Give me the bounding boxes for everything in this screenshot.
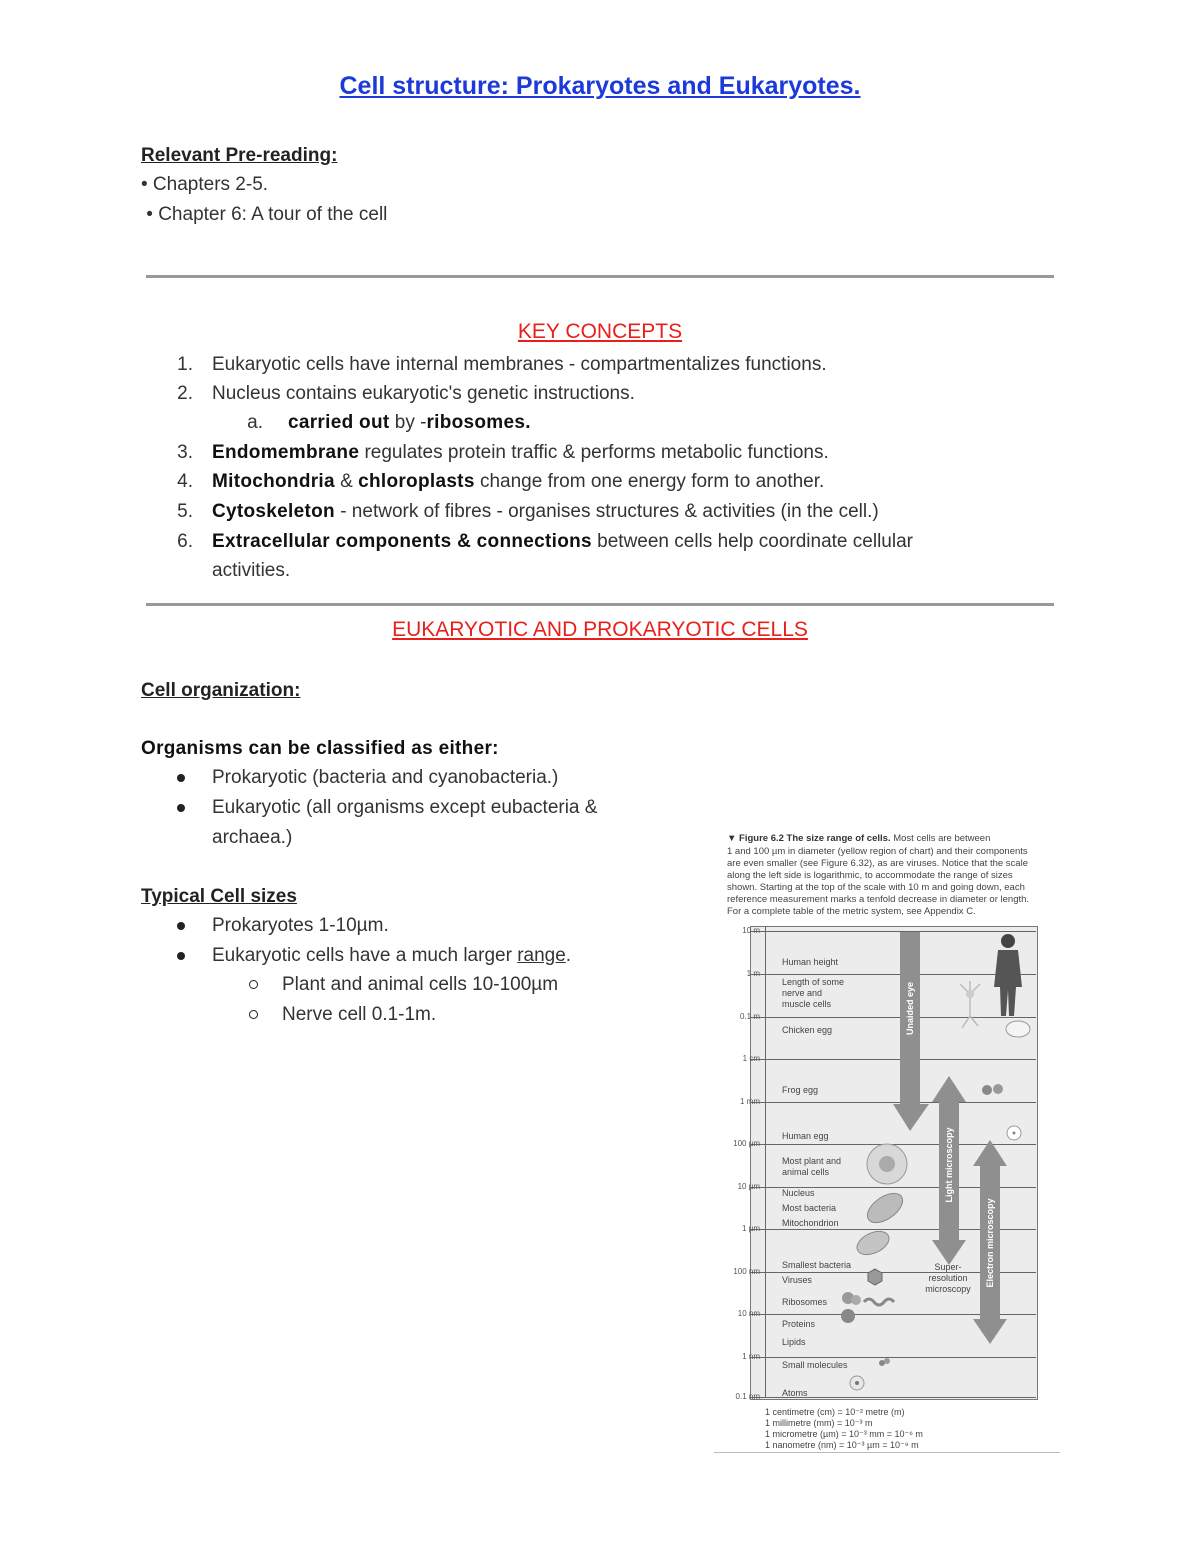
ribosome-protein-icon [836,1288,896,1324]
mitochondrion-icon [853,1228,893,1258]
scale-gridline [750,1357,1036,1358]
bullet [177,804,185,812]
figure-caption-line: shown. Starting at the top of the scale with 10 m and going down, each [727,882,1025,893]
scale-row-label: nerve and [782,988,823,998]
scale-row-label: Atoms [782,1388,808,1398]
cell-organization-label: Cell organization: [141,680,301,701]
scale-tick-label: 1 nm [742,1352,760,1361]
list-number: 6. [177,531,193,552]
prereading-item: • Chapters 2-5. [141,174,269,195]
scale-row-label: Nucleus [782,1188,815,1198]
bacterium-icon [860,1188,910,1228]
figure-caption-line: 1 and 100 µm in diameter (yellow region of chart) and their components [727,846,1028,857]
scale-row-label: Chicken egg [782,1025,833,1035]
super-res-label: Super- [934,1262,962,1272]
virus-icon [866,1268,884,1286]
text-span: & [334,471,359,492]
scale-row-label: muscle cells [782,999,832,1009]
text-span: by - [389,412,427,433]
bold-term: Cytoskeleton [212,501,335,522]
scale-row-label: Most bacteria [782,1203,837,1213]
figure-caption-line: are even smaller (see Figure 6.32), as are viruses. Notice that the scale [727,858,1028,869]
scale-tick-label: 10 µm [737,1182,760,1191]
divider [146,275,1054,278]
figure-caption-title: ▼ Figure 6.2 The size range of cells. [727,833,891,844]
list-item [212,442,829,464]
arrow-label: Electron microscopy [985,1198,995,1288]
figure-caption-line: Most cells are between [890,833,991,844]
cell-sizes-label: Typical Cell sizes [141,886,297,907]
underlined-word: range [517,945,566,966]
list-number: 1. [177,354,193,375]
arrow-label: Unaided eye [905,981,915,1035]
scale-tick-label: 1 µm [742,1224,760,1233]
human-figure-icon [990,932,1034,1017]
list-item [212,471,824,493]
scale-tick-label: 1 cm [742,1054,760,1063]
sub-bullet [249,1010,258,1019]
bold-term: Mitochondria [212,471,335,492]
unit-footnote: 1 nanometre (nm) = 10⁻³ µm = 10⁻⁹ m [765,1440,919,1450]
arrow-head [973,1140,1007,1166]
figure-caption [727,833,990,846]
scale-row-label: animal cells [782,1167,830,1177]
text-span: between cells help coordinate cellular [591,531,913,552]
list-number: a. [247,412,263,433]
key-concepts-heading: KEY CONCEPTS [517,320,683,343]
list-number: 3. [177,442,193,463]
human-egg-icon [1005,1124,1023,1142]
super-res-label: resolution [928,1273,968,1283]
arrow-head [893,1104,929,1131]
scale-row-label: Most plant and [782,1156,842,1166]
divider [146,603,1054,606]
arrow-label: Light microscopy [944,1127,954,1203]
super-res-label: microscopy [925,1284,971,1294]
unit-footnote: 1 millimetre (mm) = 10⁻³ m [765,1418,873,1428]
arrow-head [932,1076,966,1102]
text-span: Eukaryotic cells have a much larger [212,945,518,966]
small-molecule-icon [877,1356,891,1370]
list-item-continued: activities. [212,560,291,581]
bold-term: carried out [288,412,390,433]
scale-row-label: Frog egg [782,1085,819,1095]
nerve-cell-icon [950,976,990,1031]
list-item [212,531,913,553]
bold-term: Extracellular components & connections [212,531,592,552]
figure-caption-line: reference measurement marks a tenfold decrease in diameter or length. [727,894,1030,905]
unit-footnote: 1 micrometre (µm) = 10⁻³ mm = 10⁻⁶ m [765,1429,923,1439]
list-number: 4. [177,471,193,492]
sub-bullet [249,980,258,989]
scale-row-label: Lipids [782,1337,806,1347]
figure-bottom-rule [714,1452,1060,1453]
scale-tick-label: 10 nm [737,1309,760,1318]
chicken-egg-icon [1005,1020,1031,1038]
bold-term: Endomembrane [212,442,360,463]
bullet [177,922,185,930]
bold-term: ribosomes. [426,412,531,433]
sub-list-item: Plant and animal cells 10-100µm [282,974,559,995]
list-item-continued: archaea.) [212,827,293,848]
classified-label: Organisms can be classified as either: [141,738,499,759]
list-item [288,412,531,434]
scale-row-label: Ribosomes [782,1297,828,1307]
animal-cell-icon [862,1140,912,1188]
scale-row-label: Human height [782,957,839,967]
text-span: . [565,945,572,966]
list-number: 2. [177,383,193,404]
list-item: Prokaryotic (bacteria and cyanobacteria.) [212,767,559,788]
scale-tick-label: 1 mm [740,1097,760,1106]
scale-row-label: Viruses [782,1275,812,1285]
scale-row-label: Human egg [782,1131,829,1141]
bullet [177,952,185,960]
scale-tick-label: 100 µm [733,1139,760,1148]
frog-egg-icon [980,1083,1008,1097]
atom-icon [847,1374,867,1392]
text-span: change from one energy form to another. [474,471,825,492]
scale-axis [765,926,766,1398]
arrow-head [973,1319,1007,1344]
list-item: Eukaryotic (all organisms except eubacteria & [212,797,598,818]
figure-caption-line: For a complete table of the metric system, see Appendix C. [727,906,976,917]
scale-row-label: Length of some [782,977,845,987]
scale-row-label: Smallest bacteria [782,1260,852,1270]
scale-tick-label: 10 m [742,926,760,935]
list-item: Eukaryotic cells have internal membranes - compartmentalizes functions. [212,354,827,375]
figure-caption-line: along the left side is logarithmic, to accommodate the range of sizes [727,870,1013,881]
list-item: Prokaryotes 1-10µm. [212,915,389,936]
sub-list-item: Nerve cell 0.1-1m. [282,1004,437,1025]
text-span: regulates protein traffic & performs metabolic functions. [359,442,829,463]
list-number: 5. [177,501,193,522]
bold-term: chloroplasts [358,471,475,492]
prereading-item: • Chapter 6: A tour of the cell [141,204,388,225]
bullet [177,774,185,782]
text-span: - network of fibres - organises structures & activities (in the cell.) [334,501,879,522]
scale-row-label: Mitochondrion [782,1218,839,1228]
unit-footnote: 1 centimetre (cm) = 10⁻² metre (m) [765,1407,905,1417]
scale-tick-label: 0.1 m [739,1012,760,1021]
scale-tick-label: 0.1 nm [735,1392,760,1401]
scale-tick-label: 100 nm [733,1267,760,1276]
list-item [212,945,571,967]
scale-row-label: Proteins [782,1319,816,1329]
scale-row-label: Small molecules [782,1360,848,1370]
scale-tick-label: 1 m [746,969,760,978]
list-item [212,501,879,523]
page-title: Cell structure: Prokaryotes and Eukaryotes. [339,72,861,100]
cells-section-heading: EUKARYOTIC AND PROKARYOTIC CELLS [392,618,808,641]
list-item: Nucleus contains eukaryotic's genetic instructions. [212,383,635,404]
prereading-label: Relevant Pre-reading: [141,145,338,166]
